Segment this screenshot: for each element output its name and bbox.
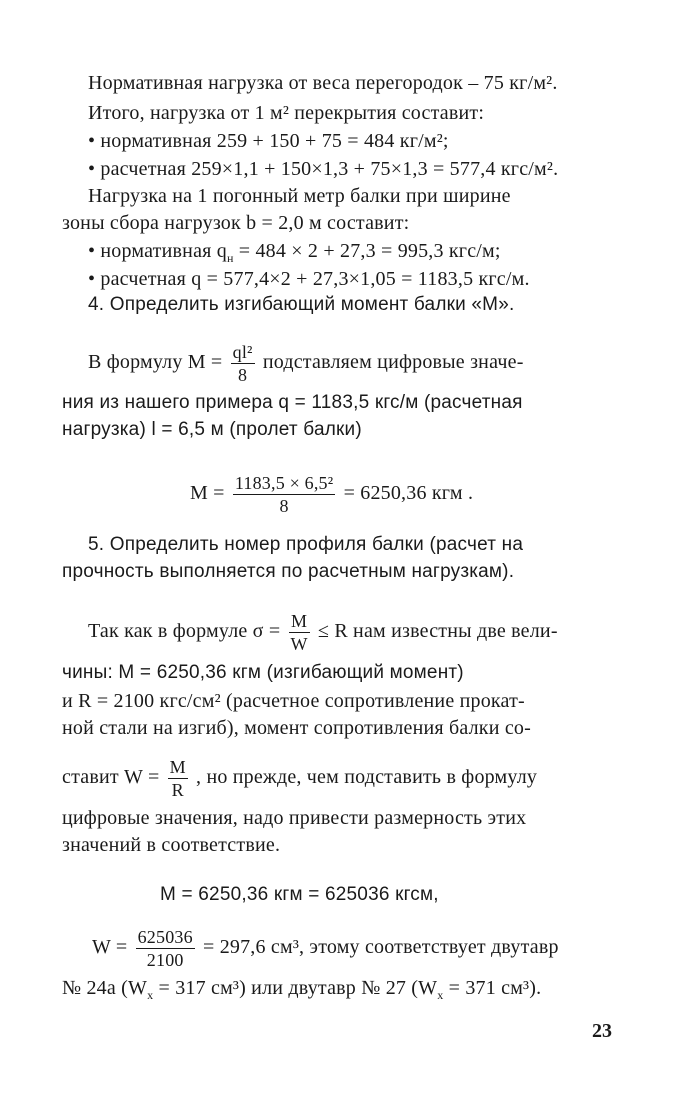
text-line: значений в соответствие. bbox=[62, 834, 281, 856]
fraction: $\frac{М}{W}$ bbox=[290, 611, 308, 654]
formula-line: W = $\frac{625036}{2100}$ = 297,6 см³, этому соответствует двутавр bbox=[92, 927, 559, 970]
text-line: • нормативная 259 + 150 + 75 = 484 кг/м²; bbox=[88, 130, 449, 152]
text-line: цифровые значения, надо привести размерность этих bbox=[62, 807, 527, 829]
text-line: нагрузка) l = 6,5 м (пролет балки) bbox=[62, 419, 362, 440]
fraction: $\frac{\text{ql²}}{8}$ bbox=[232, 342, 253, 385]
formula-line: ставит W = $\frac{М}{R}$ , но прежде, чем подставить в формулу bbox=[62, 757, 538, 800]
fraction: $\frac{625036}{2100}$ bbox=[137, 927, 193, 970]
text-line: ной стали на изгиб), момент сопротивления балки со- bbox=[62, 717, 531, 739]
text-line: № 24а ($W_x = 317$ см³) или двутавр № 27 ($W_x = 371$ см³). bbox=[62, 977, 542, 1002]
page-number: 23 bbox=[592, 1020, 612, 1042]
section-heading: 5. Определить номер профиля балки (расчет на bbox=[88, 534, 524, 555]
text-line: Нормативная нагрузка от веса перегородок – 75 кг/м². bbox=[88, 72, 558, 94]
text-line: ния из нашего примера q = 1183,5 кгс/м (расчетная bbox=[62, 392, 523, 413]
text-line: прочность выполняется по расчетным нагрузкам). bbox=[62, 561, 515, 582]
text-line: чины: М = 6250,36 кгм (изгибающий момент) bbox=[62, 662, 464, 683]
formula-line: М = 6250,36 кгм = 625036 кгсм, bbox=[160, 884, 439, 905]
formula-line: В формулу М = $\frac{\text{ql²}}{8}$ подставляем цифровые значе- bbox=[88, 342, 524, 385]
formula-line: Так как в формуле σ = $\frac{М}{W}$ ≤ R нам известны две вели- bbox=[88, 611, 558, 654]
section-heading: 4. Определить изгибающий момент балки «М». bbox=[88, 294, 515, 315]
text-line: и R = 2100 кгс/см² (расчетное сопротивление прокат- bbox=[62, 690, 525, 712]
text-line: • нормативная $q_н = 484 \times 2 + 27,3 = 995,3$ кгс/м; bbox=[88, 240, 501, 265]
fraction: $\frac{\text{1183,5 × 6,5²}}{8}$ bbox=[234, 473, 334, 516]
text-line: • расчетная 259×1,1 + 150×1,3 + 75×1,3 = 577,4 кгс/м². bbox=[88, 158, 559, 180]
fraction: $\frac{М}{R}$ bbox=[169, 757, 186, 800]
text-line: Нагрузка на 1 погонный метр балки при ширине bbox=[88, 185, 511, 207]
formula-line: М = $\frac{\text{1183,5 × 6,5²}}{8}$ = 6250,36 кгм . bbox=[190, 473, 474, 516]
text-line: Итого, нагрузка от 1 м² перекрытия составит: bbox=[88, 102, 485, 124]
text-line: зоны сбора нагрузок b = 2,0 м составит: bbox=[62, 212, 410, 234]
text-line: • расчетная q = 577,4×2 + 27,3×1,05 = 1183,5 кгс/м. bbox=[88, 268, 530, 290]
